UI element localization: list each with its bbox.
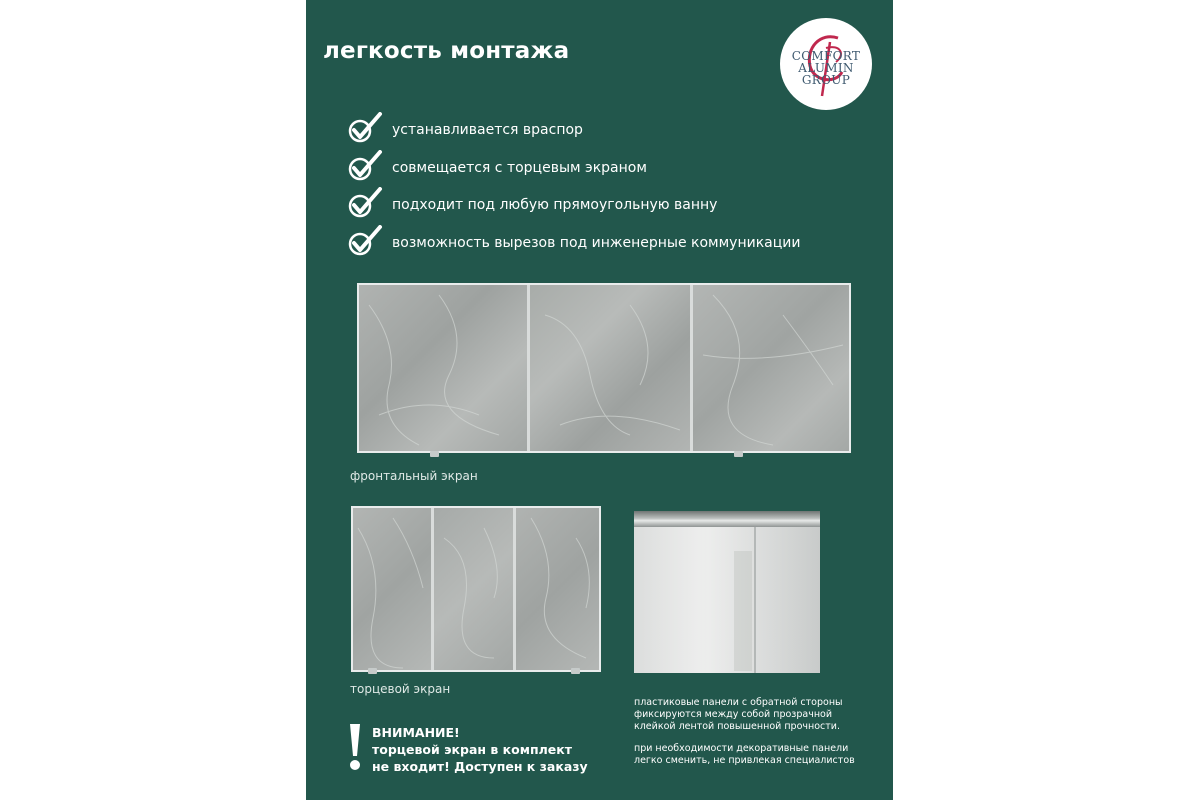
front-panel-segment — [359, 285, 527, 451]
feature-item — [346, 150, 826, 184]
warning-text: не входит! Доступен к заказу — [372, 759, 588, 774]
note-text: пластиковые панели с обратной стороны — [634, 697, 843, 708]
product-poster — [306, 0, 893, 800]
front-panel-image — [357, 283, 851, 453]
exclamation-icon — [348, 722, 362, 772]
side-panel-segment — [353, 508, 431, 670]
panel-seam — [754, 527, 756, 673]
logo-line-3: GROUP — [801, 73, 851, 87]
logo-line-2: ALUMIN — [798, 61, 854, 75]
check-icon — [346, 187, 386, 221]
feature-item — [346, 187, 826, 221]
brand-logo — [780, 18, 872, 110]
front-panel-segment — [530, 285, 690, 451]
side-panel-caption: торцевой экран — [350, 682, 451, 696]
panel-foot — [368, 668, 377, 674]
feature-text: возможность вырезов под инженерные коммуникации — [392, 235, 801, 251]
check-icon — [346, 150, 386, 184]
feature-item — [346, 112, 826, 146]
panel-foot — [571, 668, 580, 674]
note-text: фиксируются между собой прозрачной — [634, 709, 833, 720]
feature-text: устанавливается враспор — [392, 122, 583, 138]
side-panel-segment — [434, 508, 513, 670]
check-icon — [346, 225, 386, 259]
note-text: легко сменить, не привлекая специалистов — [634, 755, 855, 766]
marble-veins-icon — [530, 285, 690, 451]
aluminium-rail — [634, 511, 820, 527]
marble-veins-icon — [693, 285, 849, 451]
front-panel-caption: фронтальный экран — [350, 469, 478, 483]
note-text: при необходимости декоративные панели — [634, 743, 849, 754]
side-panel-image — [351, 506, 601, 672]
logo-text — [780, 50, 872, 86]
panel-foot — [430, 451, 439, 457]
marble-veins-icon — [359, 285, 527, 451]
logo-line-1: COMFORT — [791, 49, 861, 63]
marble-veins-icon — [434, 508, 513, 670]
panel-surface — [634, 527, 820, 673]
marble-veins-icon — [516, 508, 599, 670]
feature-item — [346, 225, 826, 259]
feature-text: подходит под любую прямоугольную ванну — [392, 197, 718, 213]
warning-title: ВНИМАНИЕ! — [372, 725, 460, 740]
warning-text: торцевой экран в комплект — [372, 742, 572, 757]
panel-foot — [734, 451, 743, 457]
marble-veins-icon — [353, 508, 431, 670]
check-icon — [346, 112, 386, 146]
adhesive-tape — [734, 551, 752, 671]
panel-back-photo — [634, 511, 820, 673]
front-panel-segment — [693, 285, 849, 451]
note-text: клейкой лентой повышенной прочности. — [634, 721, 840, 732]
page-title: легкость монтажа — [323, 38, 570, 64]
feature-text: совмещается с торцевым экраном — [392, 160, 647, 176]
side-panel-segment — [516, 508, 599, 670]
